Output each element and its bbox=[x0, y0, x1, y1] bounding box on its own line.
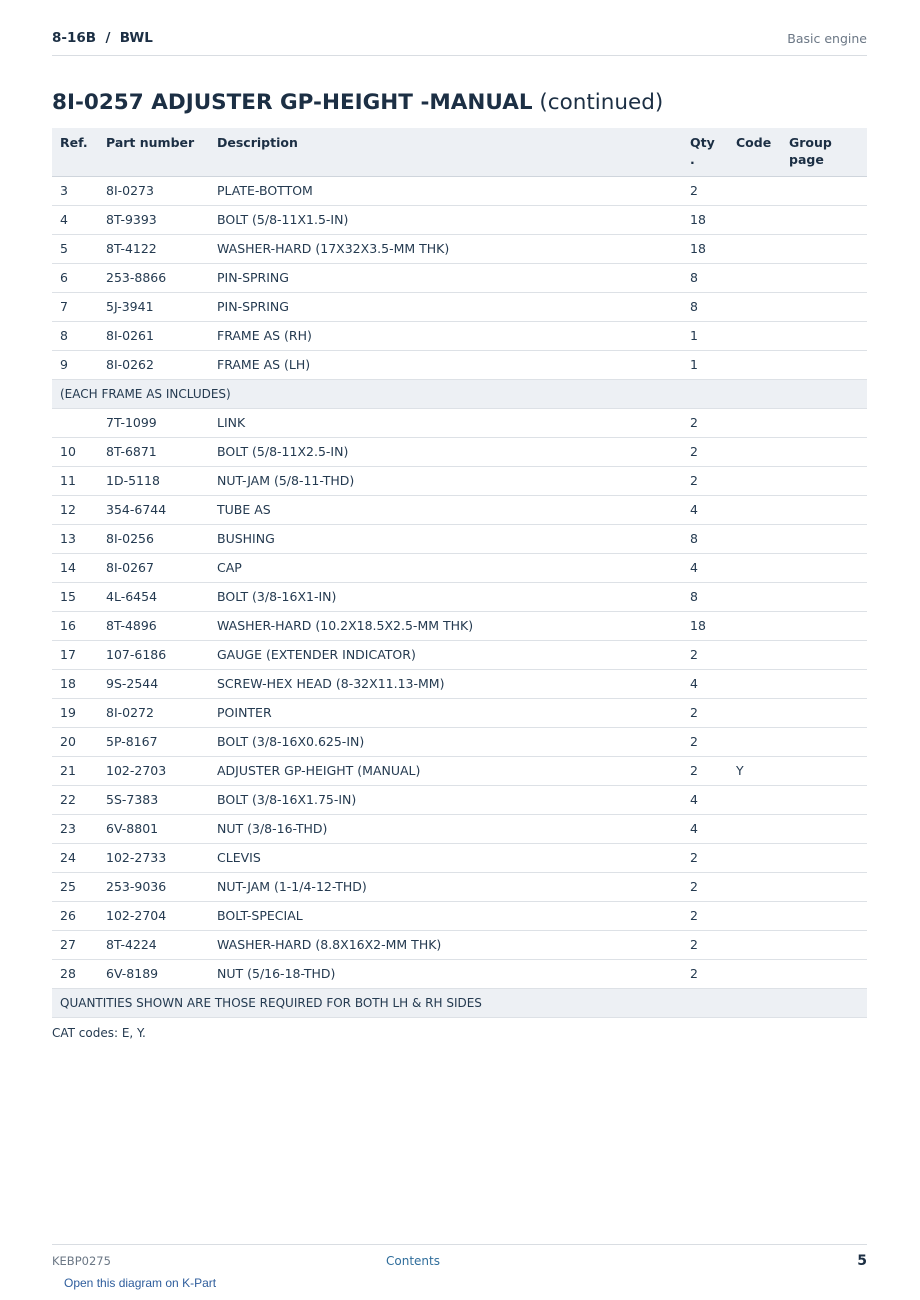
cell-qty: 2 bbox=[682, 756, 728, 785]
cell-group-page bbox=[781, 698, 867, 727]
cell-description: PLATE-BOTTOM bbox=[209, 176, 682, 205]
cell-part-number: 6V-8801 bbox=[98, 814, 209, 843]
table-row bbox=[52, 292, 867, 321]
cell-description: NUT-JAM (1-1/4-12-THD) bbox=[209, 872, 682, 901]
table-row bbox=[52, 205, 867, 234]
cell-description: CLEVIS bbox=[209, 843, 682, 872]
note-text: QUANTITIES SHOWN ARE THOSE REQUIRED FOR BOTH LH & RH SIDES bbox=[52, 988, 867, 1017]
cell-ref bbox=[52, 408, 98, 437]
cell-ref: 3 bbox=[52, 176, 98, 205]
cell-code bbox=[728, 408, 781, 437]
cell-qty: 4 bbox=[682, 814, 728, 843]
table-row bbox=[52, 872, 867, 901]
cell-description: TUBE AS bbox=[209, 495, 682, 524]
cell-part-number: 8I-0262 bbox=[98, 350, 209, 379]
cell-ref: 23 bbox=[52, 814, 98, 843]
cell-description: BOLT (3/8-16X1.75-IN) bbox=[209, 785, 682, 814]
table-row bbox=[52, 350, 867, 379]
cell-group-page bbox=[781, 524, 867, 553]
cell-description: NUT (5/16-18-THD) bbox=[209, 959, 682, 988]
page-title bbox=[52, 90, 663, 115]
parts-table bbox=[52, 128, 867, 1018]
cell-code bbox=[728, 234, 781, 263]
cell-ref: 20 bbox=[52, 727, 98, 756]
section-label: Basic engine bbox=[787, 31, 867, 46]
cell-code bbox=[728, 698, 781, 727]
cell-qty: 8 bbox=[682, 524, 728, 553]
cell-ref: 22 bbox=[52, 785, 98, 814]
title-main: 8I-0257 ADJUSTER GP-HEIGHT -MANUAL bbox=[52, 90, 533, 115]
cell-qty: 8 bbox=[682, 263, 728, 292]
title-suffix: (continued) bbox=[532, 90, 664, 115]
page-number: 5 bbox=[857, 1253, 867, 1269]
cell-part-number: 8T-4224 bbox=[98, 930, 209, 959]
cell-description: ADJUSTER GP-HEIGHT (MANUAL) bbox=[209, 756, 682, 785]
table-row bbox=[52, 640, 867, 669]
cell-code bbox=[728, 785, 781, 814]
table-row bbox=[52, 553, 867, 582]
cell-group-page bbox=[781, 611, 867, 640]
cell-code bbox=[728, 727, 781, 756]
cell-part-number: 102-2703 bbox=[98, 756, 209, 785]
cell-qty: 2 bbox=[682, 640, 728, 669]
cell-ref: 13 bbox=[52, 524, 98, 553]
cell-qty: 1 bbox=[682, 350, 728, 379]
table-row bbox=[52, 524, 867, 553]
cell-ref: 9 bbox=[52, 350, 98, 379]
table-row bbox=[52, 756, 867, 785]
table-row bbox=[52, 727, 867, 756]
table-note-row bbox=[52, 379, 867, 408]
cell-description: PIN-SPRING bbox=[209, 263, 682, 292]
cell-group-page bbox=[781, 176, 867, 205]
table-row bbox=[52, 901, 867, 930]
cell-qty: 18 bbox=[682, 234, 728, 263]
kpart-diagram-link[interactable]: Open this diagram on K-Part bbox=[64, 1276, 217, 1290]
cell-part-number: 354-6744 bbox=[98, 495, 209, 524]
table-row bbox=[52, 176, 867, 205]
table-row bbox=[52, 582, 867, 611]
cell-group-page bbox=[781, 756, 867, 785]
cell-qty: 2 bbox=[682, 408, 728, 437]
cell-group-page bbox=[781, 582, 867, 611]
cell-group-page bbox=[781, 930, 867, 959]
cell-group-page bbox=[781, 495, 867, 524]
cell-group-page bbox=[781, 669, 867, 698]
cell-description: BUSHING bbox=[209, 524, 682, 553]
table-row bbox=[52, 843, 867, 872]
cell-group-page bbox=[781, 234, 867, 263]
cell-part-number: 5S-7383 bbox=[98, 785, 209, 814]
cell-code bbox=[728, 959, 781, 988]
cell-ref: 28 bbox=[52, 959, 98, 988]
cell-qty: 8 bbox=[682, 582, 728, 611]
cell-code bbox=[728, 205, 781, 234]
cell-description: CAP bbox=[209, 553, 682, 582]
table-row bbox=[52, 959, 867, 988]
cell-description: FRAME AS (LH) bbox=[209, 350, 682, 379]
cell-ref: 24 bbox=[52, 843, 98, 872]
cell-group-page bbox=[781, 466, 867, 495]
col-qty: Qty . bbox=[682, 128, 728, 176]
cell-ref: 26 bbox=[52, 901, 98, 930]
cell-part-number: 4L-6454 bbox=[98, 582, 209, 611]
cell-description: NUT (3/8-16-THD) bbox=[209, 814, 682, 843]
cell-group-page bbox=[781, 263, 867, 292]
cell-ref: 16 bbox=[52, 611, 98, 640]
cell-code bbox=[728, 814, 781, 843]
cell-part-number: 8I-0261 bbox=[98, 321, 209, 350]
cell-group-page bbox=[781, 785, 867, 814]
cell-part-number: 102-2704 bbox=[98, 901, 209, 930]
parts-table-body bbox=[52, 176, 867, 1017]
table-row bbox=[52, 814, 867, 843]
col-ref: Ref. bbox=[52, 128, 98, 176]
cell-description: PIN-SPRING bbox=[209, 292, 682, 321]
table-row bbox=[52, 495, 867, 524]
cell-code bbox=[728, 872, 781, 901]
col-part-number: Part number bbox=[98, 128, 209, 176]
cell-part-number: 1D-5118 bbox=[98, 466, 209, 495]
cell-ref: 4 bbox=[52, 205, 98, 234]
cell-code bbox=[728, 495, 781, 524]
cell-part-number: 7T-1099 bbox=[98, 408, 209, 437]
cell-description: LINK bbox=[209, 408, 682, 437]
cell-part-number: 102-2733 bbox=[98, 843, 209, 872]
breadcrumb: 8-16B / BWL bbox=[52, 30, 153, 46]
cell-code bbox=[728, 611, 781, 640]
cell-code bbox=[728, 582, 781, 611]
cell-part-number: 8I-0267 bbox=[98, 553, 209, 582]
cell-code bbox=[728, 466, 781, 495]
cell-description: BOLT (5/8-11X2.5-IN) bbox=[209, 437, 682, 466]
cell-qty: 2 bbox=[682, 466, 728, 495]
cell-qty: 2 bbox=[682, 437, 728, 466]
cell-ref: 25 bbox=[52, 872, 98, 901]
cell-group-page bbox=[781, 872, 867, 901]
cell-description: WASHER-HARD (8.8X16X2-MM THK) bbox=[209, 930, 682, 959]
cell-part-number: 8T-4122 bbox=[98, 234, 209, 263]
cell-ref: 11 bbox=[52, 466, 98, 495]
cell-group-page bbox=[781, 205, 867, 234]
cell-code bbox=[728, 553, 781, 582]
cell-qty: 4 bbox=[682, 785, 728, 814]
cell-code bbox=[728, 176, 781, 205]
cell-part-number: 107-6186 bbox=[98, 640, 209, 669]
table-row bbox=[52, 321, 867, 350]
cell-ref: 27 bbox=[52, 930, 98, 959]
cell-group-page bbox=[781, 959, 867, 988]
cell-group-page bbox=[781, 437, 867, 466]
table-row bbox=[52, 437, 867, 466]
cell-group-page bbox=[781, 292, 867, 321]
cell-description: SCREW-HEX HEAD (8-32X11.13-MM) bbox=[209, 669, 682, 698]
cell-qty: 4 bbox=[682, 495, 728, 524]
cell-qty: 2 bbox=[682, 698, 728, 727]
cell-code bbox=[728, 669, 781, 698]
cell-ref: 19 bbox=[52, 698, 98, 727]
cell-qty: 2 bbox=[682, 176, 728, 205]
cell-code bbox=[728, 437, 781, 466]
cell-code bbox=[728, 321, 781, 350]
cell-qty: 2 bbox=[682, 843, 728, 872]
cell-ref: 10 bbox=[52, 437, 98, 466]
cell-part-number: 5J-3941 bbox=[98, 292, 209, 321]
table-row bbox=[52, 669, 867, 698]
cell-ref: 12 bbox=[52, 495, 98, 524]
cell-part-number: 253-8866 bbox=[98, 263, 209, 292]
cell-description: BOLT-SPECIAL bbox=[209, 901, 682, 930]
table-header-row bbox=[52, 128, 867, 176]
cell-qty: 1 bbox=[682, 321, 728, 350]
cell-description: FRAME AS (RH) bbox=[209, 321, 682, 350]
contents-link[interactable]: Contents bbox=[386, 1254, 440, 1268]
cell-qty: 2 bbox=[682, 727, 728, 756]
cell-qty: 2 bbox=[682, 872, 728, 901]
cell-part-number: 8T-9393 bbox=[98, 205, 209, 234]
table-row bbox=[52, 930, 867, 959]
cell-group-page bbox=[781, 901, 867, 930]
cell-ref: 21 bbox=[52, 756, 98, 785]
cell-description: BOLT (5/8-11X1.5-IN) bbox=[209, 205, 682, 234]
table-row bbox=[52, 611, 867, 640]
cell-qty: 2 bbox=[682, 901, 728, 930]
cell-group-page bbox=[781, 408, 867, 437]
cell-group-page bbox=[781, 350, 867, 379]
cell-qty: 8 bbox=[682, 292, 728, 321]
cell-part-number: 8I-0273 bbox=[98, 176, 209, 205]
cell-qty: 18 bbox=[682, 611, 728, 640]
cell-ref: 18 bbox=[52, 669, 98, 698]
col-description: Description bbox=[209, 128, 682, 176]
cell-qty: 4 bbox=[682, 669, 728, 698]
cell-description: BOLT (3/8-16X1-IN) bbox=[209, 582, 682, 611]
cell-group-page bbox=[781, 553, 867, 582]
cell-group-page bbox=[781, 843, 867, 872]
cell-group-page bbox=[781, 321, 867, 350]
cell-description: BOLT (3/8-16X0.625-IN) bbox=[209, 727, 682, 756]
cell-ref: 15 bbox=[52, 582, 98, 611]
page-header bbox=[52, 28, 867, 56]
cell-qty: 2 bbox=[682, 959, 728, 988]
cell-part-number: 6V-8189 bbox=[98, 959, 209, 988]
page-footer bbox=[52, 1244, 867, 1275]
cell-ref: 8 bbox=[52, 321, 98, 350]
table-row bbox=[52, 785, 867, 814]
cell-description: GAUGE (EXTENDER INDICATOR) bbox=[209, 640, 682, 669]
table-row bbox=[52, 234, 867, 263]
cell-qty: 2 bbox=[682, 930, 728, 959]
cat-codes: CAT codes: E, Y. bbox=[52, 1026, 146, 1040]
table-note-row bbox=[52, 988, 867, 1017]
document-id: KEBP0275 bbox=[52, 1254, 111, 1268]
cell-code bbox=[728, 263, 781, 292]
table-row bbox=[52, 698, 867, 727]
table-row bbox=[52, 466, 867, 495]
col-code: Code bbox=[728, 128, 781, 176]
cell-code: Y bbox=[728, 756, 781, 785]
note-text: (EACH FRAME AS INCLUDES) bbox=[52, 379, 867, 408]
cell-description: WASHER-HARD (17X32X3.5-MM THK) bbox=[209, 234, 682, 263]
cell-code bbox=[728, 292, 781, 321]
cell-group-page bbox=[781, 727, 867, 756]
cell-part-number: 9S-2544 bbox=[98, 669, 209, 698]
cell-qty: 18 bbox=[682, 205, 728, 234]
cell-description: NUT-JAM (5/8-11-THD) bbox=[209, 466, 682, 495]
cell-ref: 6 bbox=[52, 263, 98, 292]
cell-group-page bbox=[781, 814, 867, 843]
cell-ref: 7 bbox=[52, 292, 98, 321]
cell-code bbox=[728, 901, 781, 930]
cell-code bbox=[728, 843, 781, 872]
table-row bbox=[52, 408, 867, 437]
table-row bbox=[52, 263, 867, 292]
cell-code bbox=[728, 930, 781, 959]
cell-ref: 5 bbox=[52, 234, 98, 263]
cell-part-number: 8I-0272 bbox=[98, 698, 209, 727]
cell-code bbox=[728, 640, 781, 669]
cell-part-number: 8T-6871 bbox=[98, 437, 209, 466]
cell-part-number: 8T-4896 bbox=[98, 611, 209, 640]
cell-group-page bbox=[781, 640, 867, 669]
cell-part-number: 253-9036 bbox=[98, 872, 209, 901]
cell-part-number: 8I-0256 bbox=[98, 524, 209, 553]
cell-code bbox=[728, 350, 781, 379]
cell-description: POINTER bbox=[209, 698, 682, 727]
cell-ref: 17 bbox=[52, 640, 98, 669]
col-group-page: Group page bbox=[781, 128, 867, 176]
cell-code bbox=[728, 524, 781, 553]
cell-qty: 4 bbox=[682, 553, 728, 582]
cell-part-number: 5P-8167 bbox=[98, 727, 209, 756]
cell-description: WASHER-HARD (10.2X18.5X2.5-MM THK) bbox=[209, 611, 682, 640]
cell-ref: 14 bbox=[52, 553, 98, 582]
